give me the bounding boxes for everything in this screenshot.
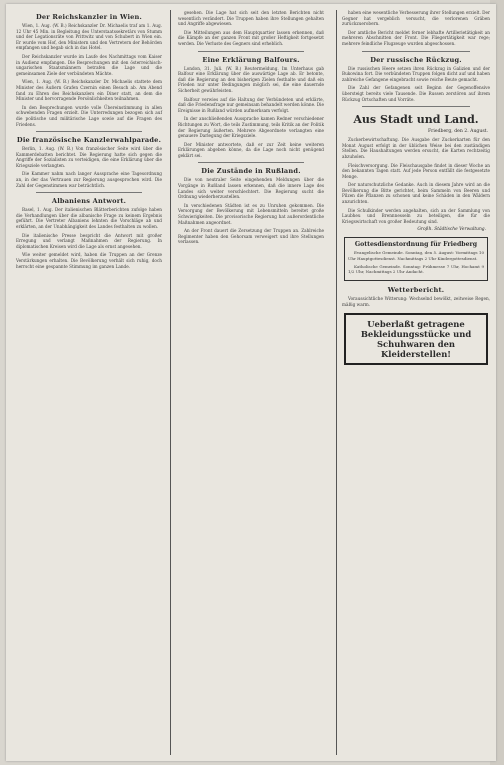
article-paragraph: Balfour verwies auf die Haltung der Verbündeten und erklärte, daß die Friedensfrage nur gemeinsam behandelt werden könne. Die Ereignisse in Rußland würden aufmerksam verfolgt. [178, 96, 324, 113]
article-paragraph: Fleischversorgung. Die Fleischausgabe findet in dieser Woche an den bekannten Tagen statt. Auf jede Person entfällt die festgesetzte Menge. [342, 162, 490, 179]
article-heading: Der Reichskanzler in Wien. [35, 13, 143, 21]
article-heading: Albaniens Antwort. [51, 197, 127, 206]
article-paragraph: In den Besprechungen wurde volle Übereinstimmung in allen schwebenden Fragen erzielt. Die Unterredungen bezogen sich auf die politische und militärische Lage sowie auf die Fragen des Friedens. [16, 104, 162, 127]
dateline: Friedberg, den 2. August. [428, 129, 488, 135]
advertisement-box: Ueberlaßt getragene Bekleidungsstücke und Schuhwaren den Kleiderstellen! [344, 313, 488, 365]
column-middle [178, 10, 324, 248]
article-paragraph: Basel, 1. Aug. Der italienischen Blätterberichten zufolge haben die Verhandlungen über die albanische Frage zu keinem Ergebnis geführt. Die Vertreter Albaniens lehnten die Vorschläge ab und erklärten, an der Unabhängigkeit des Landes festhalten zu wollen. [16, 207, 162, 230]
divider [362, 51, 470, 52]
article-paragraph: Die Mitteilungen aus dem Hauptquartier lassen erkennen, daß die Kämpfe an der ganzen Front mit großer Heftigkeit fortgesetzt werden. Die Verluste des Gegners sind erheblich. [178, 29, 324, 46]
church-notice [344, 237, 488, 281]
article-paragraph: Der Minister antwortete, daß er zur Zeit keine weiteren Erklärungen abgeben könne, da die Lage noch nicht genügend geklärt sei. [178, 141, 324, 158]
article-paragraph: London, 31. Juli. (W. B.) Reutermeldung. Im Unterhaus gab Balfour eine Erklärung über die auswärtige Lage ab. Er betonte, daß die Regierung an den bisherigen Zielen festhalte und daß ein Frieden nur unter Bedingungen möglich sei, die eine dauernde Sicherheit gewährleisten. [178, 65, 324, 93]
article-paragraph: Wie weiter gemeldet wird, haben die Truppen an der Grenze Verstärkungen erhalten. Die Bevölkerung verhält sich ruhig, doch herrscht eine gespannte Stimmung im ganzen Lande. [16, 252, 162, 269]
article-heading: Eine Erklärung Balfours. [202, 55, 300, 64]
article-paragraph: Der amtliche Bericht meldet ferner lebhafte Artillerietätigkeit an mehreren Abschnitten der Front. Die Fliegertätigkeit war rege; mehrere feindliche Flugzeuge wurden abgeschossen. [342, 29, 490, 46]
divider [36, 192, 142, 193]
column-rule [170, 10, 171, 755]
article-paragraph: Der naturschutzliche Gedanke. Auch in diesem Jahre wird an die Bevölkerung die Bitte gerichtet, beim Sammeln von Beeren und Pilzen die Pflanzen zu schonen und keine Schäden in den Wäldern anzurichten. [342, 182, 490, 205]
article-paragraph: Der Reichskanzler wurde im Laufe des Nachmittags vom Kaiser in Audienz empfangen. Die Besprechungen mit den österreichisch-ungarischen Staatsmännern betrafen die Lage und die gemeinsamen Ziele der verbündeten Mächte. [16, 53, 162, 76]
divider [362, 106, 470, 107]
article-paragraph: gesehen. Die Lage hat sich seit den letzten Berichten nicht wesentlich verändert. Die Truppen haben ihre Stellungen gehalten und Angriffe abgewiesen. [178, 10, 324, 27]
divider [198, 51, 304, 52]
article-paragraph: Die Zahl der Gefangenen seit Beginn der Gegenoffensive übersteigt bereits viele Tausende. Die Russen zerstören auf ihrem Rückzug Ortschaften und Vorräte. [342, 85, 490, 102]
article-heading: Die französische Kanzlerwahlparade. [16, 136, 162, 145]
article-paragraph: Wien, 1. Aug. (W. B.) Reichskanzler Dr. Michaelis stattete dem Minister des Äußern Grafen Czernin einen Besuch ab. Am Abend fand zu Ehren des Reichskanzlers ein Diner statt, an dem die Minister und hervorragende Persönlichkeiten teilnahmen. [16, 79, 162, 102]
article-paragraph: In verschiedenen Städten ist es zu Unruhen gekommen. Die Versorgung der Bevölkerung mit Lebensmitteln bereitet große Schwierigkeiten. Die provisorische Regierung hat außerordentliche Maßnahmen angeordnet. [178, 202, 324, 225]
article-heading: Der russische Rückzug. [370, 55, 462, 64]
notice-title: Gottesdienstordnung für Friedberg [354, 241, 478, 249]
article-paragraph: Wien, 1. Aug. (W. B.) Reichskanzler Dr. Michaelis traf am 1. Aug. 12 Uhr 45 Min. in Begleitung des Unterstaatssekretärs von Stumm und der Legationsräte von Prittwitz und von Schubert in Wien ein. Er wurde vom Hof, den Ministern und den Vertretern der Behörden empfangen und begab sich in das Hotel. [16, 23, 162, 51]
article-paragraph: Die Schulkinder werden angehalten, sich an der Sammlung von Laubheu und Brennnesseln zu beteiligen, die für die Kriegswirtschaft von großer Bedeutung sind. [342, 207, 490, 224]
notice-paragraph: Evangelische Gemeinde. Sonntag, den 5. August: Vormittags 10 Uhr Hauptgottesdienst. Nachmittags 2 Uhr Kindergottesdienst. [348, 250, 484, 261]
article-paragraph: Zuckerbewirtschaftung. Die Ausgabe der Zuckerkarten für den Monat August erfolgt in der üblichen Weise bei den zuständigen Stellen. Die Haushaltungen werden ersucht, die Karten rechtzeitig abzuholen. [342, 137, 490, 159]
section-heading: Aus Stadt und Land. [353, 113, 479, 127]
column-rule [336, 10, 337, 755]
column-right [342, 10, 490, 365]
divider [36, 131, 142, 132]
article-paragraph: An der Front dauert die Zersetzung der Truppen an. Zahlreiche Regimenter haben den Gehorsam verweigert und ihre Stellungen verlassen. [178, 228, 324, 245]
article-paragraph: Die italienische Presse bespricht die Antwort mit großer Erregung und verlangt Maßnahmen der Regierung. In diplomatischen Kreisen wird die Lage als ernst angesehen. [16, 232, 162, 249]
article-paragraph: Die russischen Heere setzen ihren Rückzug in Galizien und der Bukowina fort. Die verbündeten Truppen folgen dicht auf und haben zahlreiche Gefangene eingebracht sowie reiche Beute gemacht. [342, 65, 490, 82]
newspaper-page [6, 4, 496, 761]
column-left [16, 10, 162, 272]
article-paragraph: Die Kammer nahm nach langer Aussprache eine Tagesordnung an, in der das Vertrauen zur Regierung ausgesprochen wird. Die Zahl der Gegenstimmen war beträchtlich. [16, 171, 162, 188]
divider [198, 162, 304, 163]
weather-paragraph: Voraussichtliche Witterung: Wechselnd bewölkt, zeitweise Regen, mäßig warm. [342, 296, 490, 307]
notice-paragraph: Katholische Gemeinde. Sonntag: Frühmesse 7 Uhr, Hochamt 9 1/2 Uhr, Nachmittags 2 Uhr Andacht. [348, 263, 484, 275]
article-paragraph: Berlin, 1. Aug. (W. B.) Von französischer Seite wird über die Kammerdebatten berichtet. Die Regierung hatte sich gegen die Angriffe der Sozialisten zu verteidigen, die eine Erklärung über die Kriegsziele verlangten. [16, 146, 162, 168]
article-paragraph: Die von neutraler Seite eingehenden Meldungen über die Vorgänge in Rußland lassen erkennen, daß die innere Lage des Landes sich weiter verschlechtert. Die Regierung sucht die Ordnung wiederherzustellen. [178, 177, 324, 200]
article-heading: Die Zustände in Rußland. [201, 167, 301, 176]
article-paragraph: In der anschließenden Aussprache kamen Redner verschiedener Richtungen zu Wort, die teils Zustimmung, teils Kritik an der Politik der Regierung äußerten. Mehrere Abgeordnete verlangten eine genauere Darlegung der Kriegsziele. [178, 116, 324, 139]
weather-heading: Wetterbericht. [387, 286, 445, 295]
article-paragraph: haben eine wesentliche Verbesserung ihrer Stellungen erzielt. Der Gegner hat vergeblich versucht, die verlorenen Gräben zurückzuerobern. [342, 10, 490, 27]
signature: Großh. Städtische Verwaltung. [417, 227, 486, 233]
